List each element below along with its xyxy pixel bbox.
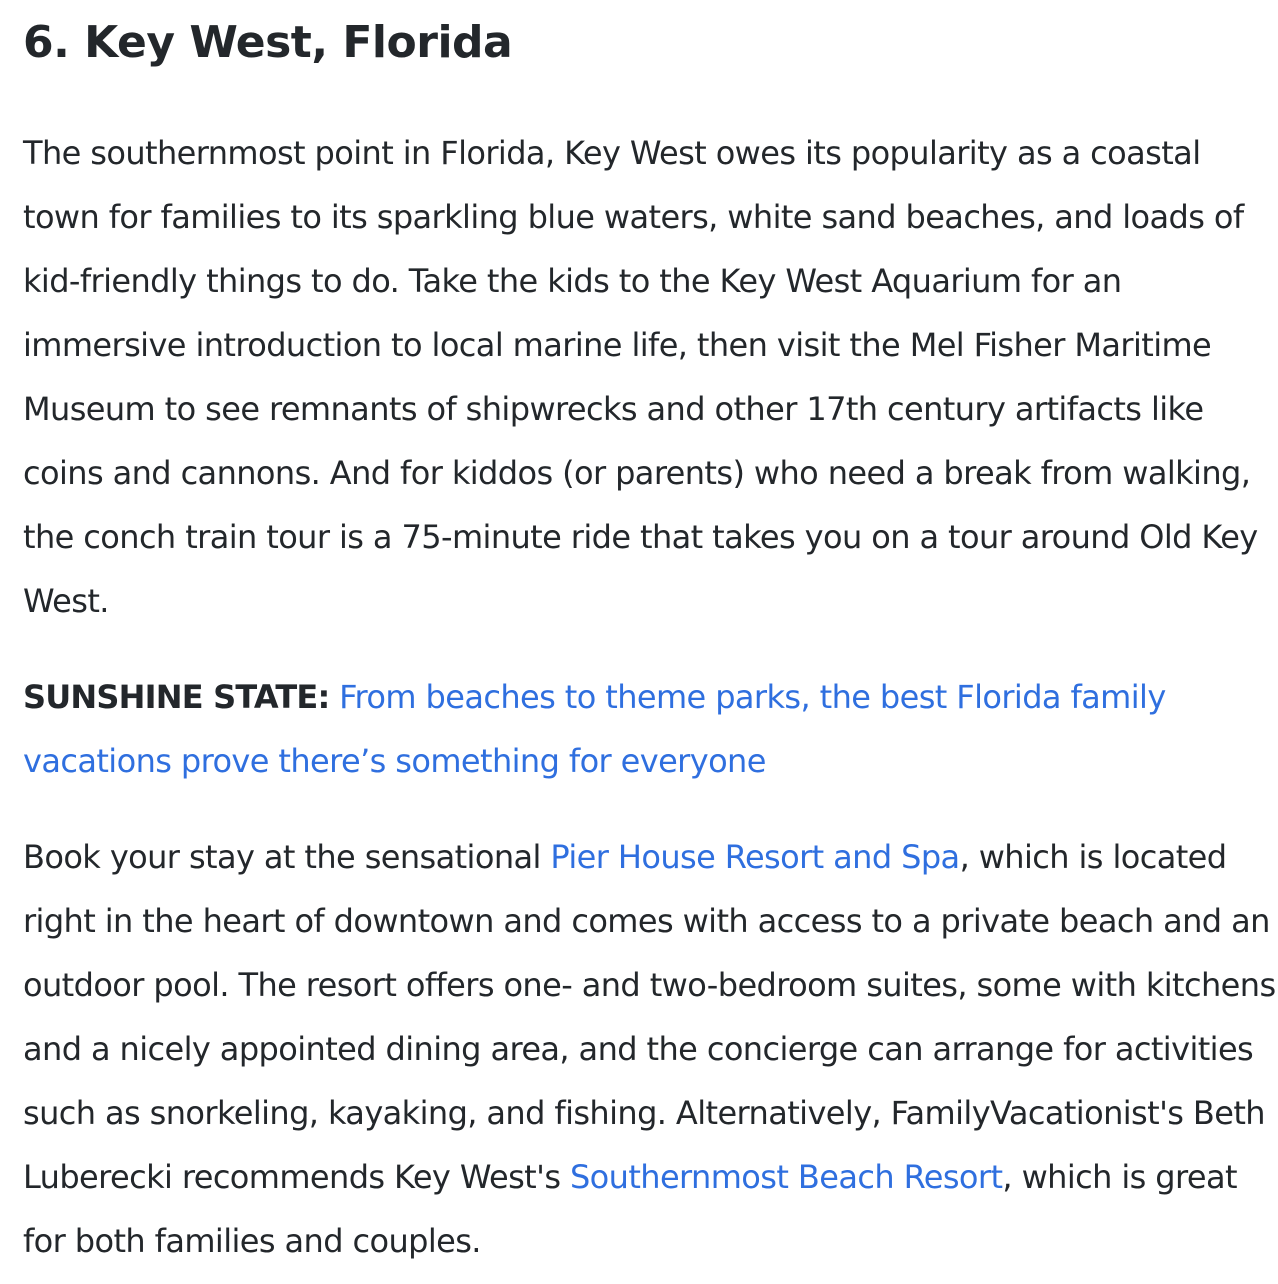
southernmost-beach-resort-link[interactable]: Southernmost Beach Resort	[569, 1158, 1003, 1196]
lodging-text-2: , which is located right in the heart of downtown and comes with access to a private beach and an outdoor pool. The resort offers one- and two-bedroom suites, some with kitchens and a nicely appointed dining area, and the concierge can arrange for activities such as snorkeling, kayaking, and fishing. Alternatively, FamilyVacationist's Beth Luberecki recommends Key West's	[23, 838, 1276, 1196]
lodging-text-1: Book your stay at the sensational	[23, 838, 551, 876]
lodging-text-3: , which is great for both families and couples.	[23, 1158, 1237, 1260]
intro-paragraph: The southernmost point in Florida, Key West owes its popularity as a coastal town for families to its sparkling blue waters, white sand beaches, and loads of kid-friendly things to do. Take the kids to the Key West Aquarium for an immersive introduction to local marine life, then visit the Mel Fisher Maritime Museum to see remnants of shipwrecks and other 17th century artifacts like coins and cannons. And for kiddos (or parents) who need a break from walking, the conch train tour is a 75-minute ride that takes you on a tour around Old Key West.	[23, 134, 1258, 620]
promo-link[interactable]: From beaches to theme parks, the best Florida family vacations prove there’s something for everyone	[23, 678, 1166, 780]
lodging-paragraph	[23, 825, 1278, 1273]
section-heading: 6. Key West, Florida	[23, 17, 513, 68]
promo-label: SUNSHINE STATE:	[23, 678, 330, 716]
pier-house-link[interactable]: Pier House Resort and Spa	[550, 838, 960, 876]
promo-callout	[23, 665, 1278, 793]
